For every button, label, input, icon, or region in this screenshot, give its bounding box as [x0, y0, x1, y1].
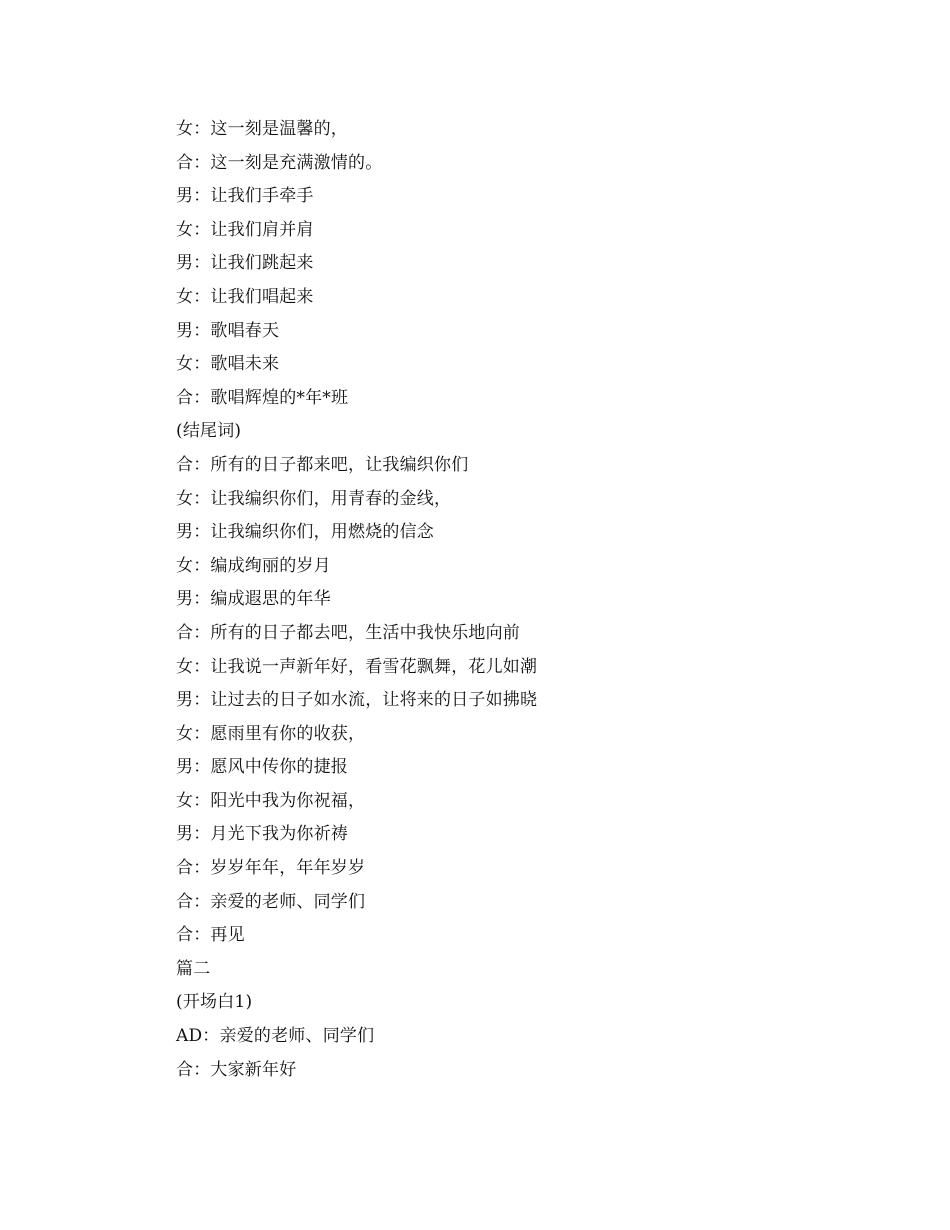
- dialogue-line: 合：亲爱的老师、同学们: [176, 891, 366, 912]
- section-heading: (开场白1): [176, 992, 253, 1013]
- dialogue-line: 女：愿雨里有你的收获，: [176, 723, 366, 744]
- dialogue-line: 女：这一刻是温馨的，: [176, 119, 348, 139]
- dialogue-line: 女：歌唱未来: [176, 354, 280, 375]
- dialogue-line: 男：让我们手牵手: [176, 186, 314, 207]
- dialogue-line: 男：让我编织你们，用燃烧的信念: [176, 522, 434, 543]
- dialogue-line: 合：岁岁年年，年年岁岁: [176, 858, 366, 879]
- dialogue-line: 女：让我编织你们，用青春的金线，: [176, 488, 452, 509]
- section-title: 篇二: [176, 958, 211, 979]
- script-text: [176, 113, 876, 1087]
- dialogue-line: 合：再见: [176, 925, 245, 946]
- dialogue-line: 女：编成绚丽的岁月: [176, 555, 331, 576]
- dialogue-line: 合：歌唱辉煌的*年*班: [176, 387, 349, 408]
- dialogue-line: 女：让我们肩并肩: [176, 219, 314, 240]
- dialogue-line: 合：所有的日子都来吧，让我编织你们: [176, 454, 469, 475]
- dialogue-line: 合：这一刻是充满激情的。: [176, 152, 383, 173]
- dialogue-line: 合：大家新年好: [176, 1059, 297, 1080]
- dialogue-line: 男：月光下我为你祈祷: [176, 824, 348, 845]
- dialogue-line: 男：让我们跳起来: [176, 253, 314, 274]
- dialogue-line: 女：阳光中我为你祝福，: [176, 790, 366, 811]
- dialogue-line: 男：编成遐思的年华: [176, 589, 331, 610]
- dialogue-line: 合：所有的日子都去吧，生活中我快乐地向前: [176, 622, 520, 643]
- dialogue-line: 男：歌唱春天: [176, 320, 280, 341]
- dialogue-line: 女：让我们唱起来: [176, 286, 314, 307]
- dialogue-line: 男：让过去的日子如水流，让将来的日子如拂晓: [176, 690, 538, 711]
- section-heading: (结尾词): [176, 421, 242, 442]
- dialogue-line: AD：亲爱的老师、同学们: [176, 1026, 375, 1047]
- dialogue-line: 女：让我说一声新年好，看雪花飘舞，花儿如潮: [176, 656, 538, 677]
- dialogue-line: 男：愿风中传你的捷报: [176, 757, 348, 778]
